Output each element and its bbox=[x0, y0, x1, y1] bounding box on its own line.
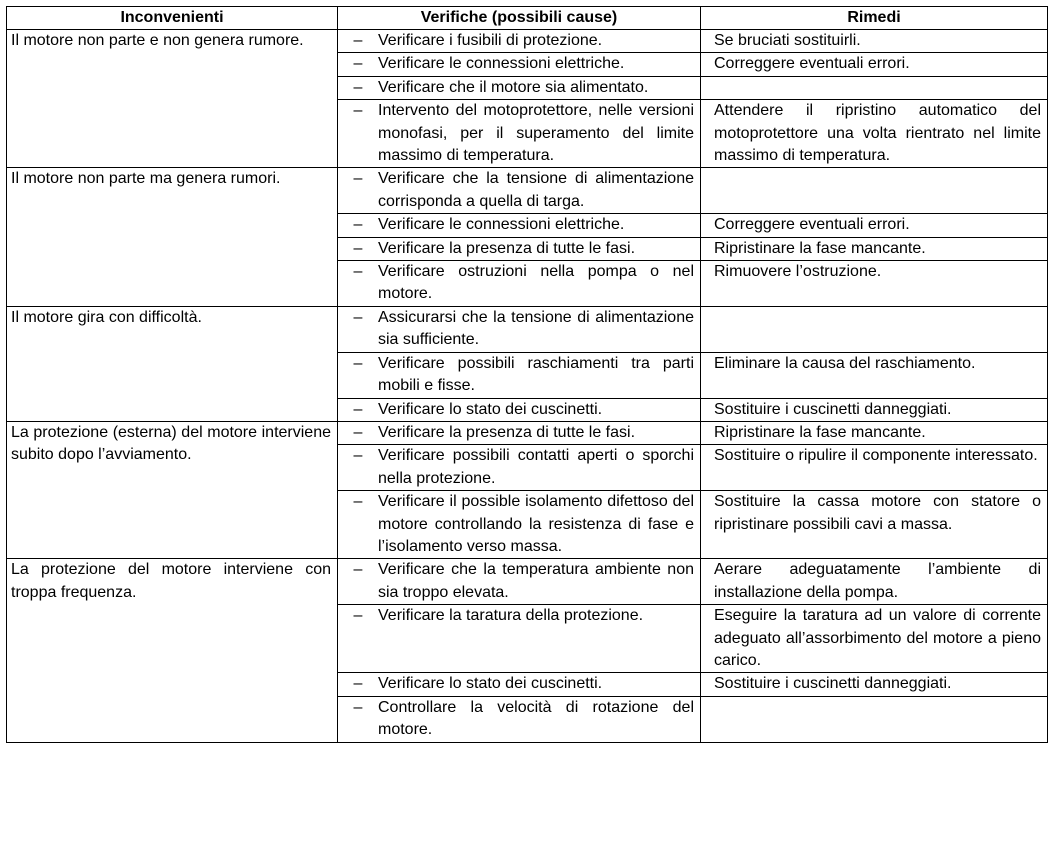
bullet-dash: – bbox=[353, 447, 363, 465]
remedy-cell: Aerare adeguatamente l’ambiente di installazione della pompa. bbox=[701, 559, 1048, 605]
header-checks: Verifiche (possibili cause) bbox=[338, 7, 701, 30]
check-cell bbox=[338, 559, 701, 605]
table-row bbox=[7, 306, 1048, 352]
table-row bbox=[7, 421, 1048, 444]
bullet-dash: – bbox=[353, 698, 363, 716]
remedy-cell: Eseguire la taratura ad un valore di corrente adeguato all’assorbimento del motore a pieno carico. bbox=[701, 605, 1048, 673]
table-body bbox=[7, 30, 1048, 743]
bullet-dash: – bbox=[353, 607, 363, 625]
remedy-cell: Ripristinare la fase mancante. bbox=[701, 421, 1048, 444]
check-cell bbox=[338, 491, 701, 559]
header-row bbox=[7, 7, 1048, 30]
remedy-cell: Sostituire o ripulire il componente interessato. bbox=[701, 445, 1048, 491]
bullet-dash: – bbox=[353, 423, 363, 441]
check-text: Verificare possibili contatti aperti o sporchi nella protezione. bbox=[378, 447, 694, 487]
check-text: Verificare le connessioni elettriche. bbox=[378, 55, 625, 73]
remedy-cell: Rimuovere l’ostruzione. bbox=[701, 261, 1048, 307]
bullet-dash: – bbox=[353, 216, 363, 234]
check-text: Verificare la presenza di tutte le fasi. bbox=[378, 239, 636, 257]
remedy-cell bbox=[701, 696, 1048, 742]
check-cell bbox=[338, 398, 701, 421]
problem-cell: Il motore non parte e non genera rumore. bbox=[7, 30, 338, 168]
table-row bbox=[7, 30, 1048, 53]
check-cell bbox=[338, 445, 701, 491]
check-text: Verificare lo stato dei cuscinetti. bbox=[378, 400, 603, 418]
remedy-cell: Sostituire la cassa motore con statore o ripristinare possibili cavi a massa. bbox=[701, 491, 1048, 559]
bullet-dash: – bbox=[353, 78, 363, 96]
check-cell bbox=[338, 214, 701, 237]
check-text: Assicurarsi che la tensione di alimentazione sia sufficiente. bbox=[378, 308, 694, 349]
problem-cell: Il motore non parte ma genera rumori. bbox=[7, 168, 338, 306]
remedy-cell: Ripristinare la fase mancante. bbox=[701, 237, 1048, 260]
remedy-cell: Correggere eventuali errori. bbox=[701, 53, 1048, 76]
remedy-cell bbox=[701, 76, 1048, 99]
table-row bbox=[7, 559, 1048, 605]
problem-cell: La protezione (esterna) del motore interviene subito dopo l’avviamento. bbox=[7, 421, 338, 558]
remedy-cell: Se bruciati sostituirli. bbox=[701, 30, 1048, 53]
check-cell bbox=[338, 696, 701, 742]
bullet-dash: – bbox=[353, 170, 363, 188]
remedy-cell bbox=[701, 306, 1048, 352]
bullet-dash: – bbox=[353, 561, 363, 579]
check-cell bbox=[338, 306, 701, 352]
troubleshooting-table bbox=[6, 6, 1048, 743]
check-cell bbox=[338, 673, 701, 696]
check-text: Verificare che la temperatura ambiente non sia troppo elevata. bbox=[378, 561, 694, 601]
check-cell bbox=[338, 237, 701, 260]
check-cell bbox=[338, 76, 701, 99]
check-text: Verificare possibili raschiamenti tra parti mobili e fisse. bbox=[378, 354, 694, 395]
check-cell bbox=[338, 352, 701, 398]
check-cell bbox=[338, 421, 701, 444]
bullet-dash: – bbox=[353, 675, 363, 693]
check-text: Verificare che il motore sia alimentato. bbox=[378, 78, 649, 96]
remedy-cell: Sostituire i cuscinetti danneggiati. bbox=[701, 673, 1048, 696]
problem-cell: Il motore gira con difficoltà. bbox=[7, 306, 338, 421]
bullet-dash: – bbox=[353, 55, 363, 73]
check-text: Verificare le connessioni elettriche. bbox=[378, 216, 625, 234]
table-row bbox=[7, 168, 1048, 214]
remedy-cell: Attendere il ripristino automatico del motoprotettore una volta rientrato nel limite massimo di temperatura. bbox=[701, 100, 1048, 168]
check-text: Verificare il possible isolamento difettoso del motore controllando la resistenza di fase e l’isolamento verso massa. bbox=[378, 493, 694, 555]
problem-cell: La protezione del motore interviene con troppa frequenza. bbox=[7, 559, 338, 742]
check-text: Verificare lo stato dei cuscinetti. bbox=[378, 675, 603, 693]
bullet-dash: – bbox=[353, 400, 363, 418]
check-cell bbox=[338, 53, 701, 76]
check-cell bbox=[338, 261, 701, 307]
check-text: Verificare ostruzioni nella pompa o nel motore. bbox=[378, 263, 694, 303]
remedy-cell: Correggere eventuali errori. bbox=[701, 214, 1048, 237]
check-text: Verificare i fusibili di protezione. bbox=[378, 32, 603, 49]
bullet-dash: – bbox=[353, 102, 363, 120]
bullet-dash: – bbox=[353, 239, 363, 257]
bullet-dash: – bbox=[353, 308, 363, 326]
check-cell bbox=[338, 168, 701, 214]
remedy-cell bbox=[701, 168, 1048, 214]
bullet-dash: – bbox=[353, 493, 363, 511]
header-remedies: Rimedi bbox=[701, 7, 1048, 30]
bullet-dash: – bbox=[353, 32, 363, 49]
check-cell bbox=[338, 100, 701, 168]
check-cell bbox=[338, 605, 701, 673]
check-cell bbox=[338, 30, 701, 53]
check-text: Controllare la velocità di rotazione del motore. bbox=[378, 698, 694, 739]
check-text: Verificare che la tensione di alimentazione corrisponda a quella di targa. bbox=[378, 170, 694, 210]
bullet-dash: – bbox=[353, 354, 363, 372]
check-text: Intervento del motoprotettore, nelle versioni monofasi, per il superamento del limite massimo di temperatura. bbox=[378, 102, 694, 165]
header-problems: Inconvenienti bbox=[7, 7, 338, 30]
check-text: Verificare la presenza di tutte le fasi. bbox=[378, 423, 636, 441]
remedy-cell: Sostituire i cuscinetti danneggiati. bbox=[701, 398, 1048, 421]
bullet-dash: – bbox=[353, 263, 363, 281]
remedy-cell: Eliminare la causa del raschiamento. bbox=[701, 352, 1048, 398]
check-text: Verificare la taratura della protezione. bbox=[378, 607, 644, 625]
